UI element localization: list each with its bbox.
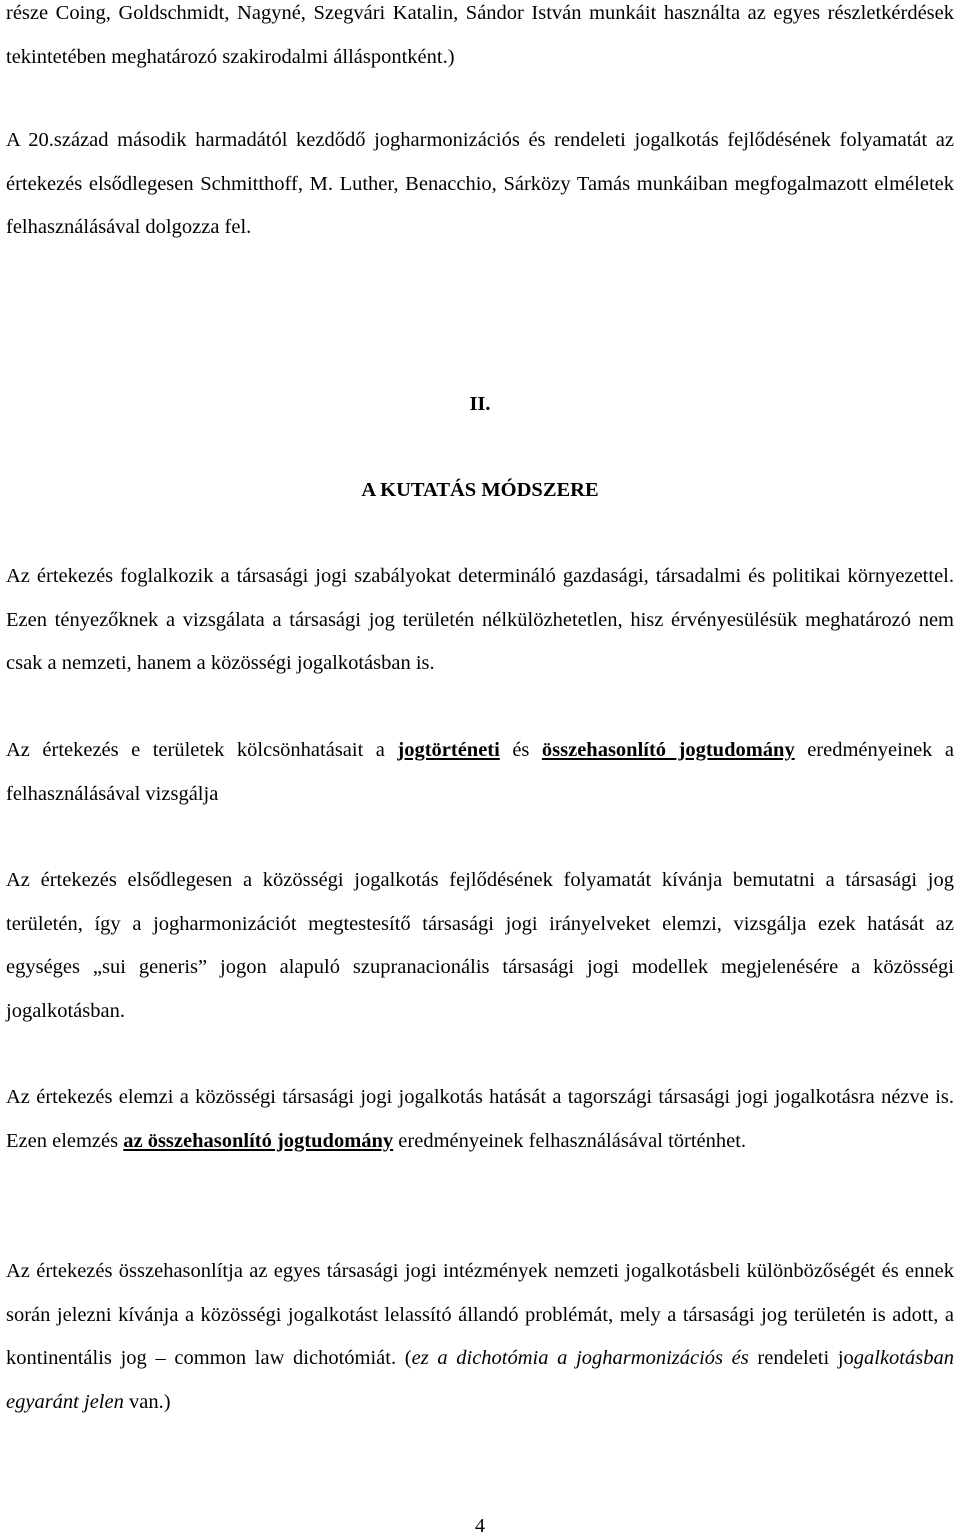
- text-run: rendeleti jo: [748, 1347, 854, 1370]
- text-run: Az értekezés e területek kölcsönhatásait a: [6, 739, 398, 761]
- text-run: Az értekezés összehasonlítja az egyes társasági jogi intézmények nemzeti jogalkotásbeli különbözőségét és ennek során jelezni kívánja a közösségi jogalkotást lelassító állandó problémát, mely a társasági jog területén is adott, a kontinentális jog – common law dichotómiát. (: [6, 1260, 954, 1370]
- section-title: A KUTATÁS MÓDSZERE: [361, 479, 599, 501]
- emphasis-legal-history: jogtörténeti: [397, 739, 500, 761]
- paragraph-dichotomy: [6, 1250, 954, 1424]
- paragraph-text: Az értekezés foglalkozik a társasági jogi szabályokat determináló gazdasági, társadalmi és politikai környezettel. Ezen tényezőknek a vizsgálata a társasági jog területén nélkülözhetetlen, hisz érvényesülésük meghatározó nem csak a nemzeti, hanem a közösségi jogalkotásban is.: [6, 565, 954, 675]
- paragraph-text: Az értekezés elsődlegesen a közösségi jogalkotás fejlődésének folyamatát kívánja bemutatni a társasági jog területén, így a jogharmonizációt megtestesítő társasági jogi irányelveket elemzi, vizsgálja ezek hatását az egységes „sui generis” jogon alapuló szupranacionális társasági jogi modellek megjelenésére a közösségi jogalkotásban.: [6, 869, 954, 1022]
- italic-run: galkotásban egyaránt jelen: [6, 1347, 954, 1413]
- paragraph-text: része Coing, Goldschmidt, Nagyné, Szegvári Katalin, Sándor István munkáit használta az egyes részletkérdések tekintetében meghatározó szakirodalmi álláspontként.): [6, 2, 954, 68]
- paragraph-text: A 20.század második harmadától kezdődő jogharmonizációs és rendeleti jogalkotás fejlődésének folyamatát az értekezés elsődlegesen Schmitthoff, M. Luther, Benacchio, Sárközy Tamás munkáiban megfogalmazott elméletek felhasználásával dolgozza fel.: [6, 129, 954, 239]
- page-number: 4: [475, 1515, 485, 1537]
- paragraph-method: [6, 729, 954, 816]
- emphasis-comparative-law: összehasonlító jogtudomány: [541, 739, 795, 761]
- text-run: Az értekezés elemzi a közösségi társasági jogi jogalkotás hatását a tagországi társasági jogi jogalkotásra nézve is. Ezen elemzés: [6, 1086, 954, 1152]
- section-number: II.: [469, 393, 491, 415]
- text-run: van.): [123, 1390, 171, 1413]
- paragraph-member-state-impact: [6, 1076, 954, 1163]
- text-run: eredményeinek a felhasználásával vizsgálja: [6, 739, 955, 805]
- paragraph-sources-continuation: [6, 0, 954, 79]
- paragraph-environment: [6, 555, 954, 686]
- paragraph-legislation-development: [6, 119, 954, 250]
- text-run: és: [499, 739, 542, 761]
- text-run: eredményeinek felhasználásával történhet.: [393, 1129, 747, 1152]
- emphasis-comparative-law: az összehasonlító jogtudomány: [123, 1129, 394, 1152]
- italic-run: ez a dichotómia a jogharmonizációs és: [411, 1347, 749, 1370]
- paragraph-community-legislation: [6, 859, 954, 1033]
